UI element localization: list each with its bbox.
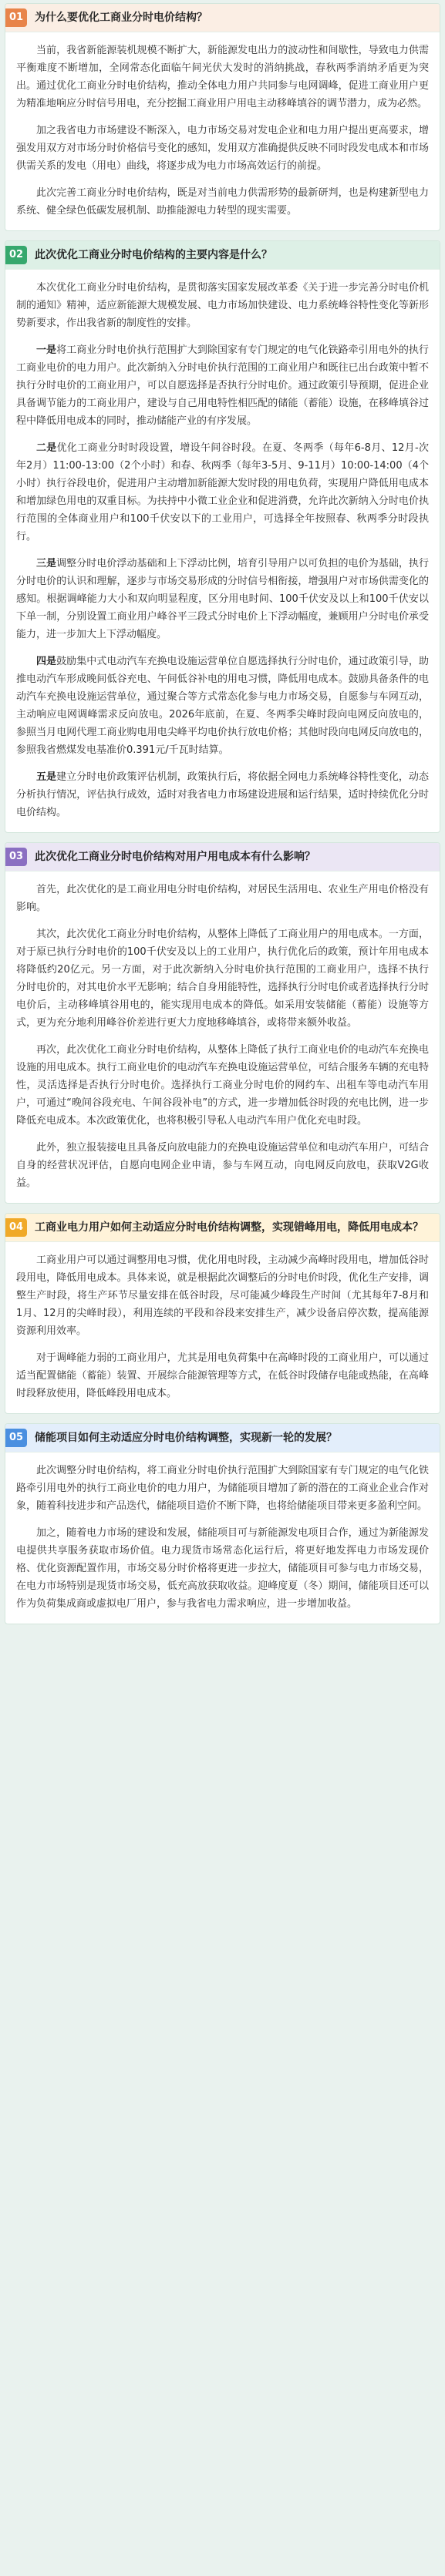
paragraph-text: 对于调峰能力弱的工商业用户，尤其是用电负荷集中在高峰时段的工商业用户，可以通过适当配置储能（蓄能）装置、开展综合能源管理等方式，在低谷时段储存电能或热能，在高峰时段释放使用，降低峰段用电成本。 — [16, 1352, 429, 1399]
paragraph-text: 当前，我省新能源装机规模不断扩大，新能源发电出力的波动性和间歇性，导致电力供需平衡难度不断增加，全网常态化面临午间光伏大发时的消纳挑战，春秋两季消纳矛盾更为突出。通过优化工商业分时电价结构，推动全体电力用户共同参与电网调峰，促进工商业用户更为精准地响应分时信号用电，充分挖掘工商业用户用电主动移峰填谷的调节潜力，成为必然。 — [16, 45, 429, 109]
section-body — [5, 1453, 440, 1624]
paragraph-lead: 一是 — [36, 344, 57, 356]
section-number-badge: 04 — [5, 1218, 27, 1237]
paragraph — [16, 1524, 429, 1613]
qa-section-2 — [5, 240, 440, 833]
paragraph-lead: 四是 — [36, 656, 57, 667]
paragraph — [16, 555, 429, 643]
paragraph — [16, 1041, 429, 1130]
paragraph — [16, 925, 429, 1032]
section-body — [5, 32, 440, 230]
paragraph-lead: 五是 — [36, 771, 57, 783]
section-title: 储能项目如何主动适应分时电价结构调整，实现新一轮的发展？ — [35, 1432, 337, 1444]
paragraph-text: 调整分时电价浮动基础和上下浮动比例，培育引导用户以可负担的电价为基础，执行分时电价的认识和理解，逐步与市场交易形成的分时信号相衔接，增强用户对市场供需变化的感知。根据调峰能力大小和双向明显程度，区分用电时间、100千伏安及以上和100千伏安以下单一制，分别设置工商业用户峰谷平三段式分时电价上下浮动幅度，兼顾用户分时电价承受能力，进一步加大上下浮动幅度。 — [16, 558, 429, 640]
section-number-badge: 05 — [5, 1429, 27, 1447]
paragraph-text: 首先，此次优化的是工商业用电分时电价结构，对居民生活用电、农业生产用电价格没有影响。 — [16, 884, 429, 913]
qa-section-4 — [5, 1213, 440, 1414]
section-header — [5, 4, 440, 32]
paragraph — [16, 184, 429, 220]
section-title: 为什么要优化工商业分时电价结构？ — [35, 12, 207, 24]
paragraph-text: 此外，独立报装接电且具备反向放电能力的充换电设施运营单位和电动汽车用户，可结合自身的经营状况评估，自愿向电网企业申请，参与车网互动，向电网反向放电，获取V2G收益。 — [16, 1142, 429, 1189]
section-number-badge: 03 — [5, 848, 27, 866]
paragraph — [16, 341, 429, 430]
section-header — [5, 1424, 440, 1453]
section-body — [5, 1242, 440, 1413]
paragraph-text: 工商业用户可以通过调整用电习惯，优化用电时段，主动减少高峰时段用电，增加低谷时段用电，降低用电成本。具体来说，就是根据此次调整后的分时电价时段，优化生产安排，调整生产时段，将生产环节尽量安排在低谷时段，尽可能减少峰段生产时间（尤其每年7-8月和1月、12月的尖峰时段），利用连续的平段和谷段来安排生产，减少设备启停次数，提高能源资源利用效率。 — [16, 1254, 429, 1337]
paragraph — [16, 122, 429, 175]
paragraph — [16, 653, 429, 759]
paragraph — [16, 1462, 429, 1515]
paragraph-text: 此次完善工商业分时电价结构，既是对当前电力供需形势的最新研判，也是构建新型电力系统、健全绿色低碳发展机制、助推能源电力转型的现实需要。 — [16, 187, 429, 217]
paragraph-text: 此次调整分时电价结构，将工商业分时电价执行范围扩大到除国家有专门规定的电气化铁路牵引用电外的执行工商业电价的电力用户，为储能项目增加了新的潜在的工商业企业合作对象，随着科技进步和产品迭代，储能项目造价不断下降，也将给储能项目带来更多盈利空间。 — [16, 1465, 429, 1512]
paragraph-text: 加之，随着电力市场的建设和发展，储能项目可与新能源发电项目合作，通过为新能源发电提供共享服务获取市场价值。电力现货市场常态化运行后，将更好地发挥电力市场发现价格、优化资源配置作用，市场交易分时价格将更进一步拉大，储能项目可参与电力市场交易，在电力市场特别是现货市场交易，低充高放获取收益。迎峰度夏（冬）期间，储能项目还可以作为负荷集成商或虚拟电厂用户，参与我省电力需求响应，进一步增加收益。 — [16, 1527, 429, 1610]
paragraph — [16, 1139, 429, 1192]
qa-section-3 — [5, 842, 440, 1204]
paragraph — [16, 881, 429, 916]
section-header — [5, 1214, 440, 1242]
paragraph-text: 加之我省电力市场建设不断深入，电力市场交易对发电企业和电力用户提出更高要求，增强发用双方对市场分时价格信号变化的感知，发用双方准确提供反映不同时段发电成本和市场供需关系的发电（用电）曲线，将逐步成为电力市场高效运行的前提。 — [16, 125, 429, 172]
section-header — [5, 241, 440, 270]
section-body — [5, 270, 440, 832]
paragraph — [16, 279, 429, 332]
paragraph-text: 优化工商业分时时段设置，增设午间谷时段。在夏、冬两季（每年6-8月、12月-次年2月）11:00-13:00（2个小时）和春、秋两季（每年3-5月、9-11月）10:00-14:00（4个小时）执行谷段电价，促进用户主动增加新能源大发时段的用电负荷，实现用户降低用电成本和增加绿色用电的双重目标。为扶持中小微工业企业和促进消费，允许此次新纳入分时电价执行范围的全体商业用户和100千伏安以下的工业用户，可选择全年按照春、秋两季分时段执行。 — [16, 442, 429, 542]
paragraph-text: 再次，此次优化工商业分时电价结构，从整体上降低了执行工商业电价的电动汽车充换电设施的用电成本。执行工商业电价的电动汽车充换电设施运营单位，可结合服务车辆的充电特性，灵活选择是否执行分时电价。选择执行工商业分时电价的网约车、出租车等电动汽车用户，可通过“晚间谷段充电、午间谷段补电”的方式，进一步增加低谷时段的充电比例，进一步降低充电成本。本次政策优化，也将积极引导私人电动汽车用户优化充电时段。 — [16, 1044, 429, 1127]
paragraph — [16, 1251, 429, 1340]
qa-section-5 — [5, 1423, 440, 1624]
section-body — [5, 872, 440, 1203]
paragraph-text: 其次，此次优化工商业分时电价结构，从整体上降低了工商业用户的用电成本。一方面，对于原已执行分时电价的100千伏安及以上的工业用户，执行优化后的政策，预计年用电成本将降低约20亿元。另一方面，对于此次新纳入分时电价执行范围的工商业用户，选择不执行分时电价的，对其电价水平无影响；结合自身用能特性，选择执行分时电价或者选择执行分时电价后，主动移峰填谷用电的，能实现用电成本的降低。如采用安装储能（蓄能）设施等方式，更为充分地利用峰谷价差进行更大力度地移峰填谷，或将带来额外收益。 — [16, 929, 429, 1029]
section-title: 此次优化工商业分时电价结构的主要内容是什么？ — [35, 249, 272, 261]
qa-section-1 — [5, 3, 440, 231]
paragraph-text: 建立分时电价政策评估机制，政策执行后，将依据全网电力系统峰谷特性变化，动态分析执行情况，评估执行成效，适时对我省电力市场建设进展和运行结果，适时持续优化分时电价结构。 — [16, 771, 429, 818]
paragraph — [16, 768, 429, 821]
section-title: 此次优化工商业分时电价结构对用户用电成本有什么影响？ — [35, 851, 315, 863]
paragraph — [16, 1349, 429, 1402]
paragraph-text: 将工商业分时电价执行范围扩大到除国家有专门规定的电气化铁路牵引用电外的执行工商业电价的电力用户。此次新纳入分时电价执行范围的工商业用户和既往已出台政策中暂不执行分时电价的工商业用户，可以自愿选择是否执行分时电价。通过政策引导预期，促进企业具备调节能力的工商业用户，建设与自己用电特性相匹配的储能（蓄能）设施，在移峰填谷过程中降低用电成本的同时，推动储能产业的有序发展。 — [16, 344, 429, 427]
section-header — [5, 843, 440, 872]
paragraph-lead: 二是 — [36, 442, 57, 454]
section-number-badge: 01 — [5, 8, 27, 27]
paragraph-text: 鼓励集中式电动汽车充换电设施运营单位自愿选择执行分时电价，通过政策引导，助推电动汽车形成晚间低谷充电、午间低谷补电的用电习惯，降低用电成本。鼓励具备条件的电动汽车充换电设施运营单位，通过聚合等方式常态化参与电力市场交易，自愿参与车网互动，主动响应电网调峰需求反向放电。2026年底前，在夏、冬两季尖峰时段向电网反向放电的，参照当月电网代理工商业购电用电尖峰平均电价执行放电价格；其他时段向电网反向放电的，参照我省燃煤发电基准价0.391元/千瓦时结算。 — [16, 656, 429, 756]
paragraph-lead: 三是 — [36, 558, 57, 569]
paragraph — [16, 439, 429, 546]
paragraph — [16, 42, 429, 113]
section-title: 工商业电力用户如何主动适应分时电价结构调整，实现错峰用电，降低用电成本？ — [35, 1221, 423, 1234]
section-number-badge: 02 — [5, 246, 27, 264]
paragraph-text: 本次优化工商业分时电价结构，是贯彻落实国家发展改革委《关于进一步完善分时电价机制的通知》精神，适应新能源大规模发展、电力市场加快建设、电力系统峰谷特性变化等新形势新要求，作出我省新的制度性的安排。 — [16, 282, 429, 329]
